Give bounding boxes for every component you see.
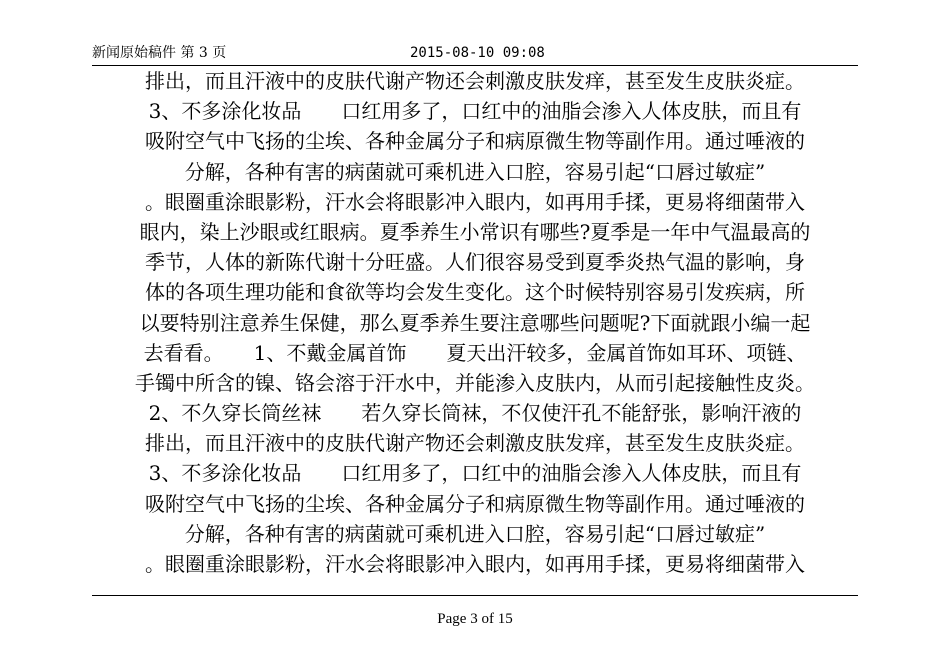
text-line: 以要特别注意养生保健，那么夏季养生要注意哪些问题呢?下面就跟小编一起	[139, 310, 811, 335]
page-header	[92, 44, 858, 64]
header-datetime: 2015-08-10 09:08	[410, 45, 545, 61]
text-line: 体的各项生理功能和食欲等均会发生变化。这个时候特别容易引发疾病，所	[145, 280, 805, 305]
body-text	[92, 66, 858, 579]
page-number: Page 3 of 15	[437, 611, 513, 627]
text-line: 排出，而且汗液中的皮肤代谢产物还会刺激皮肤发痒，甚至发生皮肤炎症。	[145, 69, 805, 93]
text-line: 排出，而且汗液中的皮肤代谢产物还会刺激皮肤发痒，甚至发生皮肤炎症。	[145, 431, 805, 456]
text-line: 季节，人体的新陈代谢十分旺盛。人们很容易受到夏季炎热气温的影响，身	[145, 250, 805, 275]
text-line: 吸附空气中飞扬的尘埃、各种金属分子和病原微生物等副作用。通过唾液的	[145, 491, 805, 516]
header-doc-title: 新闻原始稿件 第 3 页	[92, 45, 227, 61]
text-line: 去看看。 1、不戴金属首饰 夏天出汗较多，金属首饰如耳环、项链、	[143, 340, 807, 365]
text-line: 。眼圈重涂眼影粉，汗水会将眼影冲入眼内，如再用手揉，更易将细菌带入	[145, 189, 805, 214]
text-line: 分解，各种有害的病菌就可乘机进入口腔，容易引起“口唇过敏症”	[184, 521, 766, 546]
text-line: 分解，各种有害的病菌就可乘机进入口腔，容易引起“口唇过敏症”	[184, 159, 766, 184]
text-line: 3、不多涂化妆品 口红用多了，口红中的油脂会渗入人体皮肤，而且有	[148, 461, 802, 486]
text-line: 眼内，染上沙眼或红眼病。夏季养生小常识有哪些?夏季是一年中气温最高的	[139, 219, 811, 244]
footer-divider	[92, 595, 858, 596]
text-line: 吸附空气中飞扬的尘埃、各种金属分子和病原微生物等副作用。通过唾液的	[145, 129, 805, 154]
page-footer	[92, 610, 858, 628]
text-line: 3、不多涂化妆品 口红用多了，口红中的油脂会渗入人体皮肤，而且有	[148, 99, 802, 124]
text-line: 手镯中所含的镍、铬会溶于汗水中，并能渗入皮肤内，从而引起接触性皮炎。	[135, 370, 815, 395]
text-line: 。眼圈重涂眼影粉，汗水会将眼影冲入眼内，如再用手揉，更易将细菌带入	[145, 552, 805, 576]
text-line: 2、不久穿长筒丝袜 若久穿长筒袜，不仅使汗孔不能舒张，影响汗液的	[148, 401, 802, 426]
